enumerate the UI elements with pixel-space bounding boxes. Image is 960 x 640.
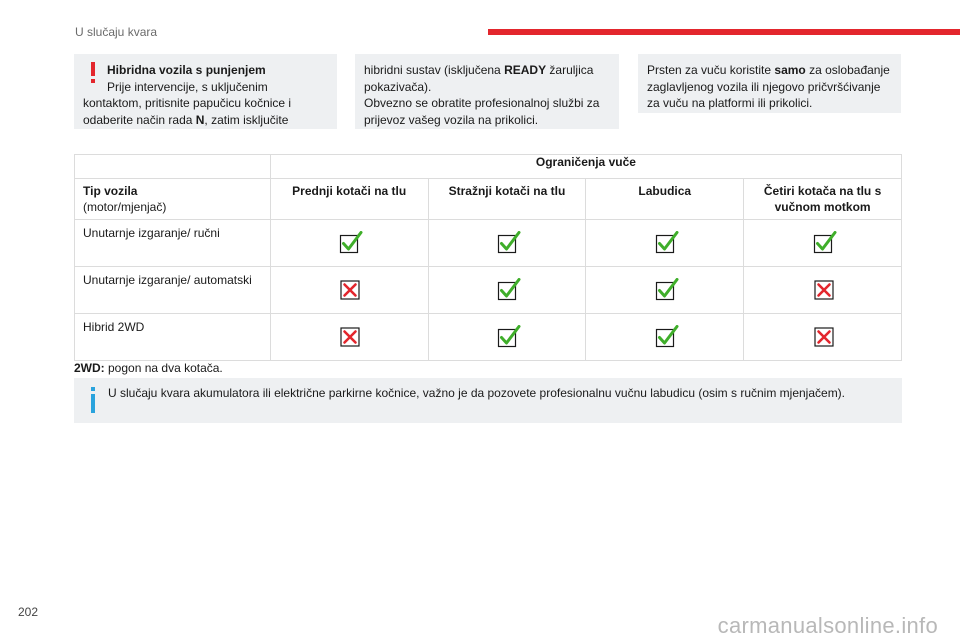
- towing-restrictions-table: [74, 154, 902, 361]
- check-icon: [655, 325, 679, 349]
- ring-line-2: zaglavljenog vozila ili njegovo pričvršćivanje: [647, 79, 881, 94]
- cross-icon: [339, 325, 363, 349]
- row-label: Unutarnje izgaranje/ automatski: [75, 267, 271, 314]
- header-title: U slučaju kvara: [75, 25, 158, 39]
- footnote-2wd: 2WD: pogon na dva kotača.: [74, 361, 223, 375]
- row-label: Hibrid 2WD: [75, 314, 271, 361]
- warning-exclamation-icon: [88, 62, 98, 84]
- check-icon: [655, 231, 679, 255]
- status-cell: [270, 314, 428, 361]
- hybrid-line-1: Prije intervencije, s uključenim: [107, 79, 268, 94]
- ready-line: hibridni sustav (isključena READY žaruljica: [364, 63, 594, 77]
- status-cell: [428, 267, 586, 314]
- status-cell: [744, 220, 902, 267]
- check-icon: [655, 278, 679, 302]
- watermark: carmanualsonline.info: [717, 613, 938, 638]
- hybrid-line-3: odaberite način rada N, zatim isključite: [83, 112, 289, 127]
- ring-line-1: Prsten za vuču koristite samo za oslobađanje: [647, 63, 890, 77]
- hybrid-continued-box: [355, 54, 619, 129]
- table-corner-cell: [75, 155, 271, 179]
- status-cell: [744, 267, 902, 314]
- page-number: 202: [18, 605, 39, 619]
- column-header-flatbed: Labudica: [586, 179, 744, 220]
- info-icon: [88, 387, 98, 413]
- ring-line-3: za vuču na platformi ili prikolici.: [647, 96, 813, 110]
- info-text: U slučaju kvara akumulatora ili električne parkirne kočnice, važno je da pozovete profesionalnu vučnu labudicu (osim s ručnim mjenjačem).: [108, 386, 846, 400]
- status-cell: [586, 314, 744, 361]
- check-icon: [497, 231, 521, 255]
- info-box-battery: [74, 378, 902, 423]
- hybrid-heading: Hibridna vozila s punjenjem: [107, 63, 266, 77]
- check-icon: [497, 325, 521, 349]
- column-header-front-wheels: Prednji kotači na tlu: [270, 179, 428, 220]
- check-icon: [339, 231, 363, 255]
- cross-icon: [813, 325, 837, 349]
- cross-icon: [813, 278, 837, 302]
- status-cell: [586, 220, 744, 267]
- status-cell: [586, 267, 744, 314]
- column-header-rear-wheels: Stražnji kotači na tlu: [428, 179, 586, 220]
- towing-ring-box: [638, 54, 901, 113]
- column-header-vehicle-type: Tip vozila (motor/mjenjač): [75, 179, 271, 220]
- check-icon: [813, 231, 837, 255]
- status-cell: [270, 220, 428, 267]
- row-label: Unutarnje izgaranje/ ručni: [75, 220, 271, 267]
- service-line-1: Obvezno se obratite profesionalnoj službi za: [364, 96, 600, 110]
- column-header-four-wheels-towbar: Četiri kotača na tlu s vučnom motkom: [744, 179, 902, 220]
- header-accent-bar: [488, 29, 960, 35]
- group-header: Ograničenja vuče: [270, 155, 901, 179]
- table-row: [75, 314, 902, 361]
- service-line-2: prijevoz vašeg vozila na prikolici.: [364, 112, 539, 127]
- warning-box-hybrid: [74, 54, 337, 129]
- status-cell: [428, 314, 586, 361]
- status-cell: [270, 267, 428, 314]
- hybrid-line-2: kontaktom, pritisnite papučicu kočnice i: [83, 96, 292, 110]
- table-row: [75, 220, 902, 267]
- cross-icon: [339, 278, 363, 302]
- indicator-line: pokazivača).: [364, 79, 432, 94]
- status-cell: [428, 220, 586, 267]
- check-icon: [497, 278, 521, 302]
- table-row: [75, 267, 902, 314]
- status-cell: [744, 314, 902, 361]
